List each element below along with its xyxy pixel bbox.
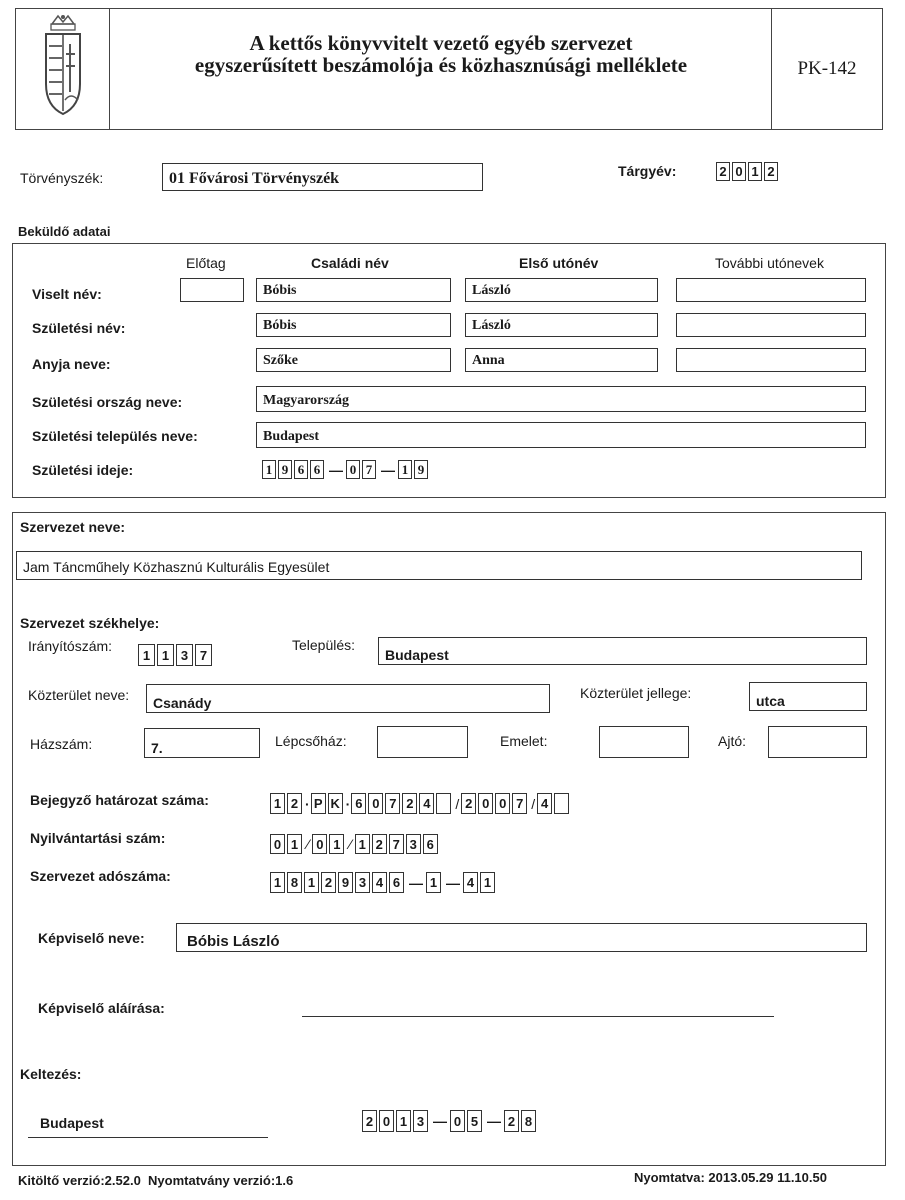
- street-field[interactable]: Csanády: [146, 684, 550, 713]
- mother-name-label: Anyja neve:: [32, 356, 111, 372]
- tax-digit: 1: [480, 872, 495, 893]
- date-digit: 6: [310, 460, 324, 479]
- year-digit: 2: [764, 162, 778, 181]
- form-title-line-1: A kettős könyvvitelt vezető egyéb szervezet: [249, 31, 633, 55]
- registry-separator: ⁄: [307, 836, 310, 852]
- reg-char: 7: [385, 793, 400, 814]
- org-seat-label: Szervezet székhelye:: [20, 615, 160, 631]
- date-digit: 9: [414, 460, 428, 479]
- worn-family-field[interactable]: Bóbis: [256, 278, 451, 302]
- dating-place[interactable]: Budapest: [40, 1115, 104, 1131]
- zip-digit: 3: [176, 644, 193, 666]
- city-field[interactable]: Budapest: [378, 637, 867, 665]
- registry-number-label: Nyilvántartási szám:: [30, 830, 166, 846]
- reg-char: 2: [402, 793, 417, 814]
- registration-decision-field[interactable]: [270, 793, 571, 814]
- tax-number-label: Szervezet adószáma:: [30, 868, 171, 884]
- reg-char: [554, 793, 569, 814]
- representative-signature-label: Képviselő aláírása:: [38, 1000, 165, 1016]
- tax-digit: 4: [463, 872, 478, 893]
- zip-digit: 1: [157, 644, 174, 666]
- court-field[interactable]: 01 Fővárosi Törvényszék: [162, 163, 483, 191]
- reg-char: 0: [478, 793, 493, 814]
- registry-digit: 7: [389, 834, 404, 854]
- year-field[interactable]: [716, 162, 780, 181]
- reg-char: 0: [368, 793, 383, 814]
- date-separator: —: [329, 461, 343, 478]
- reg-char: 7: [512, 793, 527, 814]
- year-digit: 2: [716, 162, 730, 181]
- door-field[interactable]: [768, 726, 867, 758]
- registry-digit: 6: [423, 834, 438, 854]
- reg-separator: /: [531, 795, 536, 812]
- print-timestamp: Nyomtatva: 2013.05.29 11.10.50: [634, 1170, 827, 1185]
- dating-date-field[interactable]: [362, 1110, 538, 1132]
- reg-char: 4: [419, 793, 434, 814]
- mother-family-field[interactable]: Szőke: [256, 348, 451, 372]
- year-label: Tárgyév:: [618, 163, 677, 179]
- tax-digit: 4: [372, 872, 387, 893]
- col-first-header: Első utónév: [519, 255, 599, 271]
- date-digit: 7: [362, 460, 376, 479]
- date-digit: 0: [450, 1110, 465, 1132]
- zip-digit: 1: [138, 644, 155, 666]
- representative-name-label: Képviselő neve:: [38, 930, 145, 946]
- form-title: [112, 32, 770, 76]
- registry-digit: 2: [372, 834, 387, 854]
- staircase-label: Lépcsőház:: [275, 733, 347, 749]
- registry-digit: 1: [355, 834, 370, 854]
- staircase-field[interactable]: [377, 726, 468, 758]
- door-label: Ajtó:: [718, 733, 747, 749]
- tax-number-field[interactable]: [270, 872, 497, 893]
- registry-digit: 1: [329, 834, 344, 854]
- sender-section-label: Beküldő adatai: [18, 224, 111, 239]
- representative-name-field[interactable]: Bóbis László: [176, 923, 867, 952]
- street-type-label: Közterület jellege:: [580, 685, 692, 701]
- date-digit: 9: [278, 460, 292, 479]
- house-number-label: Házszám:: [30, 736, 93, 752]
- date-digit: 2: [504, 1110, 519, 1132]
- worn-other-field[interactable]: [676, 278, 866, 302]
- worn-prefix-field[interactable]: [180, 278, 244, 302]
- zip-digit: 7: [195, 644, 212, 666]
- org-name-label: Szervezet neve:: [20, 519, 126, 535]
- registry-number-field[interactable]: [270, 834, 440, 854]
- registry-digit: 0: [270, 834, 285, 854]
- registry-digit: 1: [287, 834, 302, 854]
- reg-char: 6: [351, 793, 366, 814]
- date-digit: 1: [396, 1110, 411, 1132]
- reg-char: 4: [537, 793, 552, 814]
- tax-separator: —: [446, 874, 460, 891]
- worn-name-label: Viselt név:: [32, 286, 102, 302]
- tax-digit: 6: [389, 872, 404, 893]
- signature-line[interactable]: [302, 1016, 774, 1017]
- worn-first-field[interactable]: László: [465, 278, 658, 302]
- birth-family-field[interactable]: Bóbis: [256, 313, 451, 337]
- house-number-field[interactable]: 7.: [144, 728, 260, 758]
- col-prefix-header: Előtag: [186, 255, 226, 271]
- birth-name-label: Születési név:: [32, 320, 126, 336]
- reg-char: 2: [287, 793, 302, 814]
- birth-city-label: Születési település neve:: [32, 428, 198, 444]
- mother-first-field[interactable]: Anna: [465, 348, 658, 372]
- reg-char: 1: [270, 793, 285, 814]
- birth-country-label: Születési ország neve:: [32, 394, 183, 410]
- date-digit: 8: [521, 1110, 536, 1132]
- date-digit: 0: [346, 460, 360, 479]
- court-label: Törvényszék:: [20, 170, 104, 186]
- dating-label: Keltezés:: [20, 1066, 82, 1082]
- tax-digit: 9: [338, 872, 353, 893]
- tax-digit: 3: [355, 872, 370, 893]
- registry-digit: 0: [312, 834, 327, 854]
- year-digit: 1: [748, 162, 762, 181]
- registry-digit: 3: [406, 834, 421, 854]
- registration-decision-label: Bejegyző határozat száma:: [30, 792, 209, 808]
- street-type-field[interactable]: utca: [749, 682, 867, 711]
- reg-separator: ·: [305, 795, 310, 812]
- mother-other-field[interactable]: [676, 348, 866, 372]
- date-digit: 1: [398, 460, 412, 479]
- birth-other-field[interactable]: [676, 313, 866, 337]
- version-info: Kitöltő verzió:2.52.0 Nyomtatvány verzió:1.6: [18, 1173, 294, 1188]
- form-code: PK-142: [797, 58, 857, 79]
- birth-date-field[interactable]: [262, 460, 430, 479]
- reg-char: 0: [495, 793, 510, 814]
- date-digit: 2: [362, 1110, 377, 1132]
- birth-date-label: Születési ideje:: [32, 462, 134, 478]
- birth-country-field[interactable]: Magyarország: [256, 386, 866, 412]
- reg-char: K: [328, 793, 343, 814]
- reg-separator: ·: [345, 795, 351, 812]
- org-name-field[interactable]: Jam Táncműhely Közhasznú Kulturális Egyesület: [16, 551, 862, 580]
- form-title-line-2: egyszerűsített beszámolója és közhasznúsági melléklete: [194, 53, 688, 77]
- reg-separator: /: [455, 795, 460, 812]
- tax-digit: 1: [304, 872, 319, 893]
- year-digit: 0: [732, 162, 746, 181]
- street-label: Közterület neve:: [28, 687, 130, 703]
- birth-city-field[interactable]: Budapest: [256, 422, 866, 448]
- tax-digit: 1: [270, 872, 285, 893]
- city-label: Település:: [292, 637, 356, 653]
- coat-of-arms-icon: [38, 14, 88, 126]
- date-separator: —: [381, 461, 395, 478]
- tax-digit: 1: [426, 872, 441, 893]
- tax-digit: 2: [321, 872, 336, 893]
- zip-label: Irányítószám:: [28, 638, 113, 654]
- date-separator: —: [433, 1113, 447, 1129]
- date-digit: 0: [379, 1110, 394, 1132]
- floor-field[interactable]: [599, 726, 689, 758]
- birth-first-field[interactable]: László: [465, 313, 658, 337]
- reg-char: P: [311, 793, 326, 814]
- dating-place-line: [28, 1137, 268, 1138]
- date-digit: 5: [467, 1110, 482, 1132]
- col-family-header: Családi név: [311, 255, 389, 271]
- date-digit: 3: [413, 1110, 428, 1132]
- tax-digit: 8: [287, 872, 302, 893]
- registry-separator: ⁄: [349, 836, 352, 852]
- zip-field[interactable]: [138, 644, 214, 666]
- reg-char: [436, 793, 451, 814]
- reg-char: 2: [461, 793, 476, 814]
- floor-label: Emelet:: [500, 733, 548, 749]
- date-separator: —: [487, 1113, 501, 1129]
- tax-separator: —: [409, 874, 423, 891]
- col-other-header: További utónevek: [715, 255, 824, 271]
- date-digit: 1: [262, 460, 276, 479]
- date-digit: 6: [294, 460, 308, 479]
